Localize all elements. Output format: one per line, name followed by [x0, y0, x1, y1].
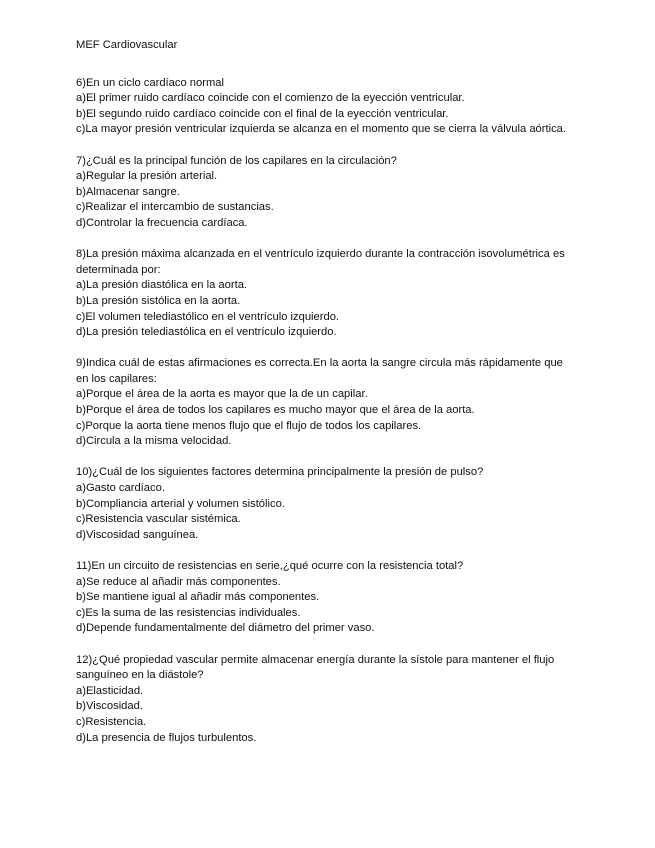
answer-option: a)La presión diastólica en la aorta. [76, 279, 248, 292]
answer-option: b)Viscosidad. [76, 700, 143, 713]
answer-option: c)La mayor presión ventricular izquierda se alcanza en el momento que se cierra la válvula aórtica. [76, 123, 567, 136]
answer-option: c)El volumen telediastólico en el ventrículo izquierdo. [76, 310, 340, 323]
answer-option: c)Resistencia vascular sistémica. [76, 513, 241, 526]
question-stem: 11)En un circuito de resistencias en serie,¿qué ocurre con la resistencia total? [76, 560, 464, 572]
answer-option: c)Es la suma de las resistencias individuales. [76, 606, 301, 619]
answer-option: a)Se reduce al añadir más componentes. [76, 575, 281, 588]
answer-option: a)Porque el área de la aorta es mayor que la de un capilar. [76, 388, 368, 401]
document-title: MEF Cardiovascular [76, 39, 178, 51]
question-stem: 12)¿Qué propiedad vascular permite almacenar energía durante la sístole para mantener el flujo sanguíneo en la diástole? [76, 653, 555, 682]
answer-option: b)El segundo ruido cardíaco coincide con el final de la eyección ventricular. [76, 107, 449, 120]
answer-option: b)Porque el área de todos los capilares es mucho mayor que el área de la aorta. [76, 404, 475, 417]
document-page [76, 38, 576, 762]
question-12 [76, 653, 576, 747]
answer-option: b)La presión sistólica en la aorta. [76, 294, 241, 307]
question-stem: 6)En un ciclo cardíaco normal [76, 76, 224, 89]
answer-option: b)Almacenar sangre. [76, 185, 180, 198]
answer-option: a)Regular la presión arterial. [76, 170, 218, 183]
question-7 [76, 154, 576, 232]
answer-option: a)El primer ruido cardíaco coincide con el comienzo de la eyección ventricular. [76, 92, 465, 105]
answer-option: a)Elasticidad. [76, 684, 144, 697]
question-6 [76, 76, 576, 138]
answer-option: d)La presión telediastólica en el ventrículo izquierdo. [76, 326, 337, 339]
answer-option: d)Controlar la frecuencia cardíaca. [76, 216, 248, 229]
answer-option: d)Depende fundamentalmente del diámetro del primer vaso. [76, 622, 375, 635]
answer-option: d)La presencia de flujos turbulentos. [76, 731, 257, 744]
question-10 [76, 465, 576, 543]
question-stem: 7)¿Cuál es la principal función de los capilares en la circulación? [76, 154, 397, 167]
question-stem: 9)Indica cuál de estas afirmaciones es correcta.En la aorta la sangre circula más rápidamente que en los capilares: [76, 357, 563, 385]
answer-option: c)Realizar el intercambio de sustancias. [76, 201, 274, 214]
answer-option: b)Compliancia arterial y volumen sistólico. [76, 497, 285, 510]
question-8 [76, 247, 576, 341]
question-9 [76, 356, 576, 450]
answer-option: b)Se mantiene igual al añadir más componentes. [76, 591, 320, 604]
question-11 [76, 559, 576, 637]
answer-option: a)Gasto cardíaco. [76, 482, 165, 495]
answer-option: c)Resistencia. [76, 715, 147, 728]
question-stem: 8)La presión máxima alcanzada en el ventrículo izquierdo durante la contracción isovolumétrica es determinada por: [76, 248, 565, 276]
question-list [76, 76, 576, 747]
answer-option: d)Circula a la misma velocidad. [76, 435, 232, 448]
question-stem: 10)¿Cuál de los siguientes factores determina principalmente la presión de pulso? [76, 466, 484, 479]
answer-option: d)Viscosidad sanguínea. [76, 528, 199, 541]
answer-option: c)Porque la aorta tiene menos flujo que el flujo de todos los capilares. [76, 419, 422, 432]
